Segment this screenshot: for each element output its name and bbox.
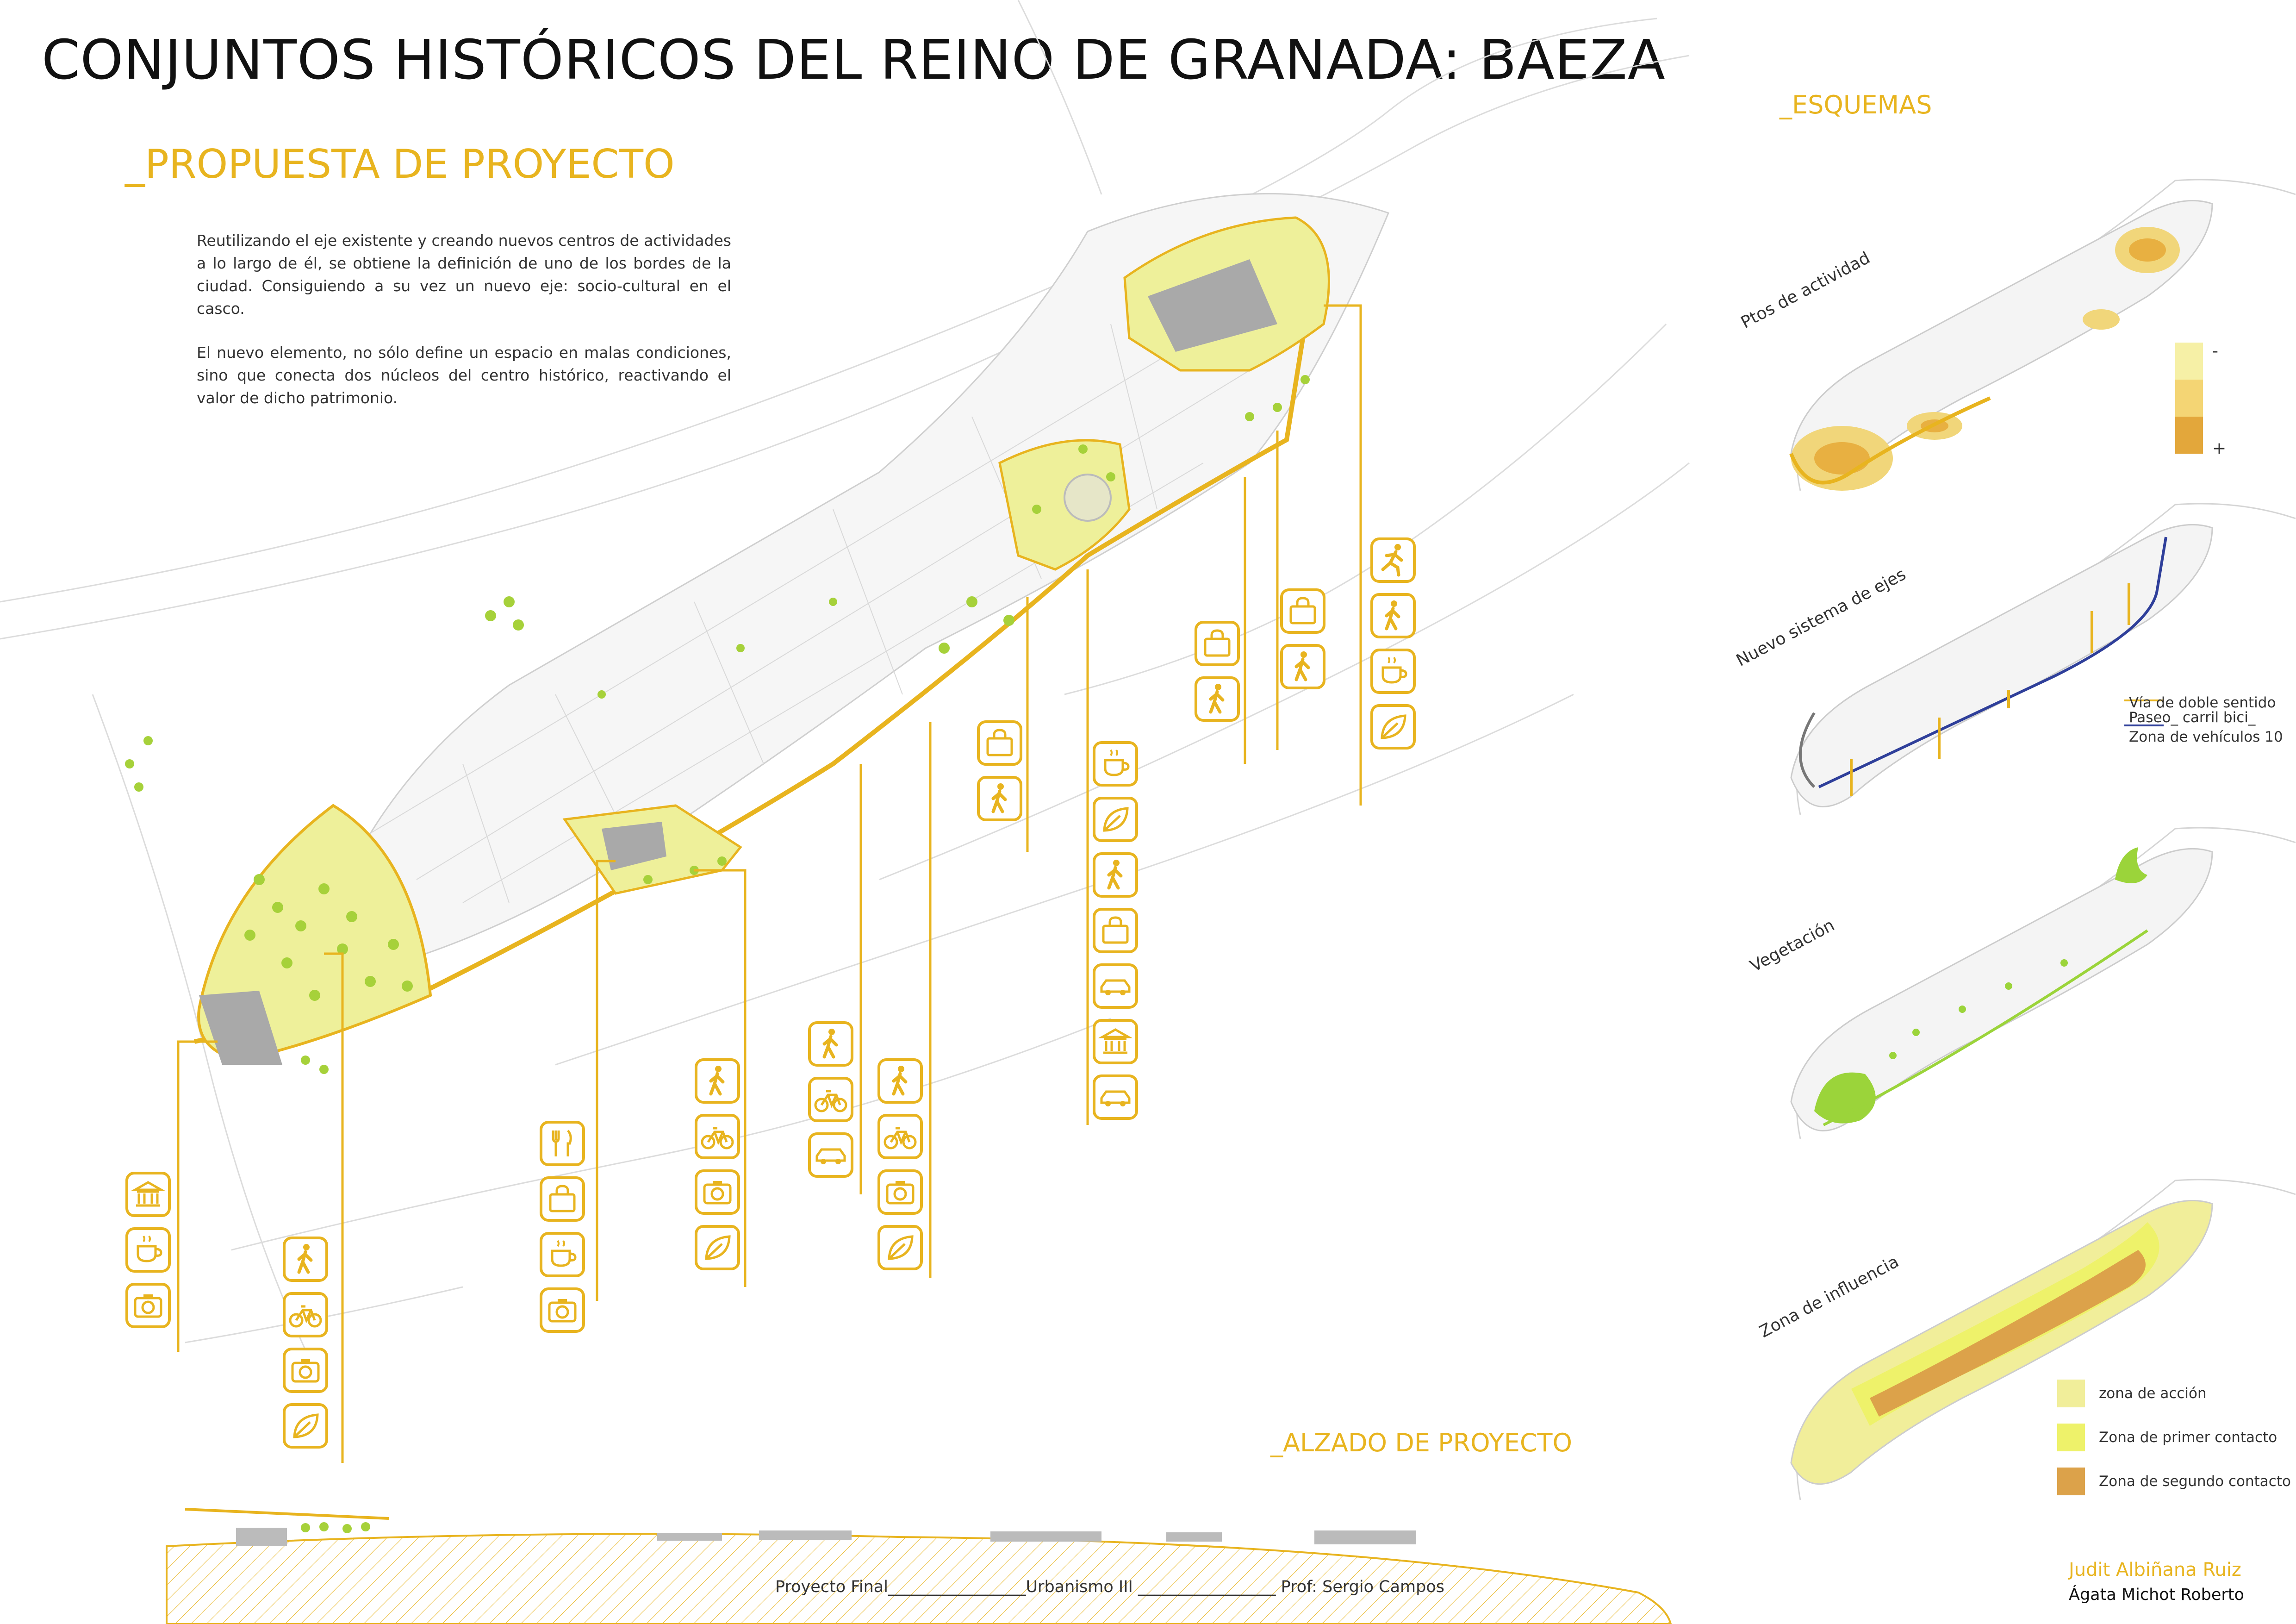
leaf-icon [284, 1405, 327, 1447]
restaurant-icon [541, 1122, 584, 1165]
shopping-bag-icon [1196, 622, 1238, 665]
legend-vehicle-zone: Zona de vehículos 10 [2129, 729, 2283, 745]
scale-mid [2175, 380, 2203, 417]
coffee-icon [541, 1233, 584, 1276]
camera-icon [284, 1349, 327, 1392]
legend-swatch-first [2057, 1424, 2085, 1451]
proposal-paragraph-1: Reutilizando el eje existente y creando nuevos centros de actividades a lo largo de él, se obtiene la definición de uno de los bordes de la ciudad. Consiguiendo a su vez un nuevo eje: socio-cultural en el casco. [197, 231, 731, 318]
walking-icon [1282, 645, 1324, 688]
legend-swatch-action [2057, 1380, 2085, 1407]
legend-first-contact: Zona de primer contacto [2099, 1429, 2277, 1446]
leaf-icon [879, 1226, 921, 1269]
walking-icon [879, 1060, 921, 1102]
author-1: Judit Albiñana Ruiz [2069, 1559, 2241, 1580]
legend-double-lane: Vía de doble sentido [2129, 694, 2276, 711]
car-icon [1094, 965, 1137, 1007]
museum-icon [127, 1173, 169, 1216]
walking-icon [978, 777, 1021, 820]
proposal-paragraph-2: El nuevo elemento, no sólo define un espacio en malas condiciones, sino que conecta dos núcleos del centro histórico, reactivando el valor de dicho patrimonio. [197, 344, 731, 407]
icon-column-11 [1370, 537, 1421, 755]
coffee-icon [1094, 743, 1137, 785]
walking-icon [284, 1238, 327, 1280]
scheme-label-influence: Zona de influencia [1756, 1252, 1902, 1342]
legend-action-zone: zona de acción [2099, 1385, 2207, 1402]
shopping-bag-icon [1094, 909, 1137, 952]
scheme-label-axes: Nuevo sistema de ejes [1733, 564, 1909, 670]
proposal-heading: _PROPUESTA DE PROYECTO [125, 141, 675, 187]
scheme-influence [1731, 1130, 2296, 1528]
car-icon [1094, 1076, 1137, 1118]
camera-icon [696, 1171, 739, 1213]
scale-low [2175, 343, 2203, 380]
scheme-label-vegetation: Vegetación [1747, 915, 1838, 976]
elevation-heading: _ALZADO DE PROYECTO [1270, 1428, 1573, 1457]
bicycle-icon [284, 1293, 327, 1336]
scale-plus-label: + [2212, 439, 2227, 458]
icon-column-4 [694, 1058, 745, 1275]
walking-icon [1196, 678, 1238, 720]
museum-icon [1094, 1020, 1137, 1063]
icon-column-3 [539, 1120, 590, 1338]
leaf-icon [1094, 798, 1137, 841]
scale-high [2175, 417, 2203, 454]
author-2: Ágata Michot Roberto [2069, 1586, 2244, 1604]
page-title: CONJUNTOS HISTÓRICOS DEL REINO DE GRANADA: BAEZA [42, 28, 1666, 92]
footer-credits: Proyecto Final_________________Urbanismo III _________________ Prof: Sergio Campos [775, 1578, 1444, 1596]
walking-icon [809, 1023, 852, 1065]
legend-bike-lane: Paseo_ carril bici_ [2129, 709, 2256, 726]
scheme-vegetation [1731, 824, 2296, 1139]
icon-column-7 [977, 720, 1027, 826]
shopping-bag-icon [1282, 590, 1324, 632]
elevation-drawing [157, 1500, 1675, 1624]
walking-icon [1094, 854, 1137, 896]
camera-icon [541, 1289, 584, 1331]
shopping-bag-icon [978, 722, 1021, 764]
walking-icon [696, 1060, 739, 1102]
bicycle-icon [696, 1115, 739, 1158]
scale-minus-label: - [2212, 342, 2218, 361]
icon-column-8 [1092, 741, 1143, 1125]
legend-swatch-second [2057, 1468, 2085, 1495]
scheme-label-activity: Ptos de actividad [1737, 248, 1873, 332]
camera-icon [879, 1171, 921, 1213]
shopping-bag-icon [541, 1178, 584, 1220]
scheme-activity [1731, 176, 2296, 500]
legend-second-contact: Zona de segundo contacto [2099, 1473, 2291, 1490]
camera-icon [127, 1284, 169, 1327]
bicycle-icon [879, 1115, 921, 1158]
icon-column-2 [282, 1236, 333, 1454]
coffee-icon [1372, 650, 1414, 693]
running-icon [1372, 539, 1414, 581]
icon-column-9 [1194, 620, 1245, 727]
bicycle-icon [809, 1078, 852, 1121]
schemes-heading: _ESQUEMAS [1780, 90, 1932, 119]
scheme-axes [1731, 500, 2296, 824]
icon-column-1 [125, 1171, 176, 1333]
icon-column-6 [877, 1058, 928, 1275]
icon-column-5 [808, 1021, 859, 1183]
leaf-icon [1372, 706, 1414, 748]
leaf-icon [696, 1226, 739, 1269]
coffee-icon [127, 1229, 169, 1271]
icon-column-10 [1280, 588, 1331, 694]
car-icon [809, 1134, 852, 1176]
walking-icon [1372, 594, 1414, 637]
